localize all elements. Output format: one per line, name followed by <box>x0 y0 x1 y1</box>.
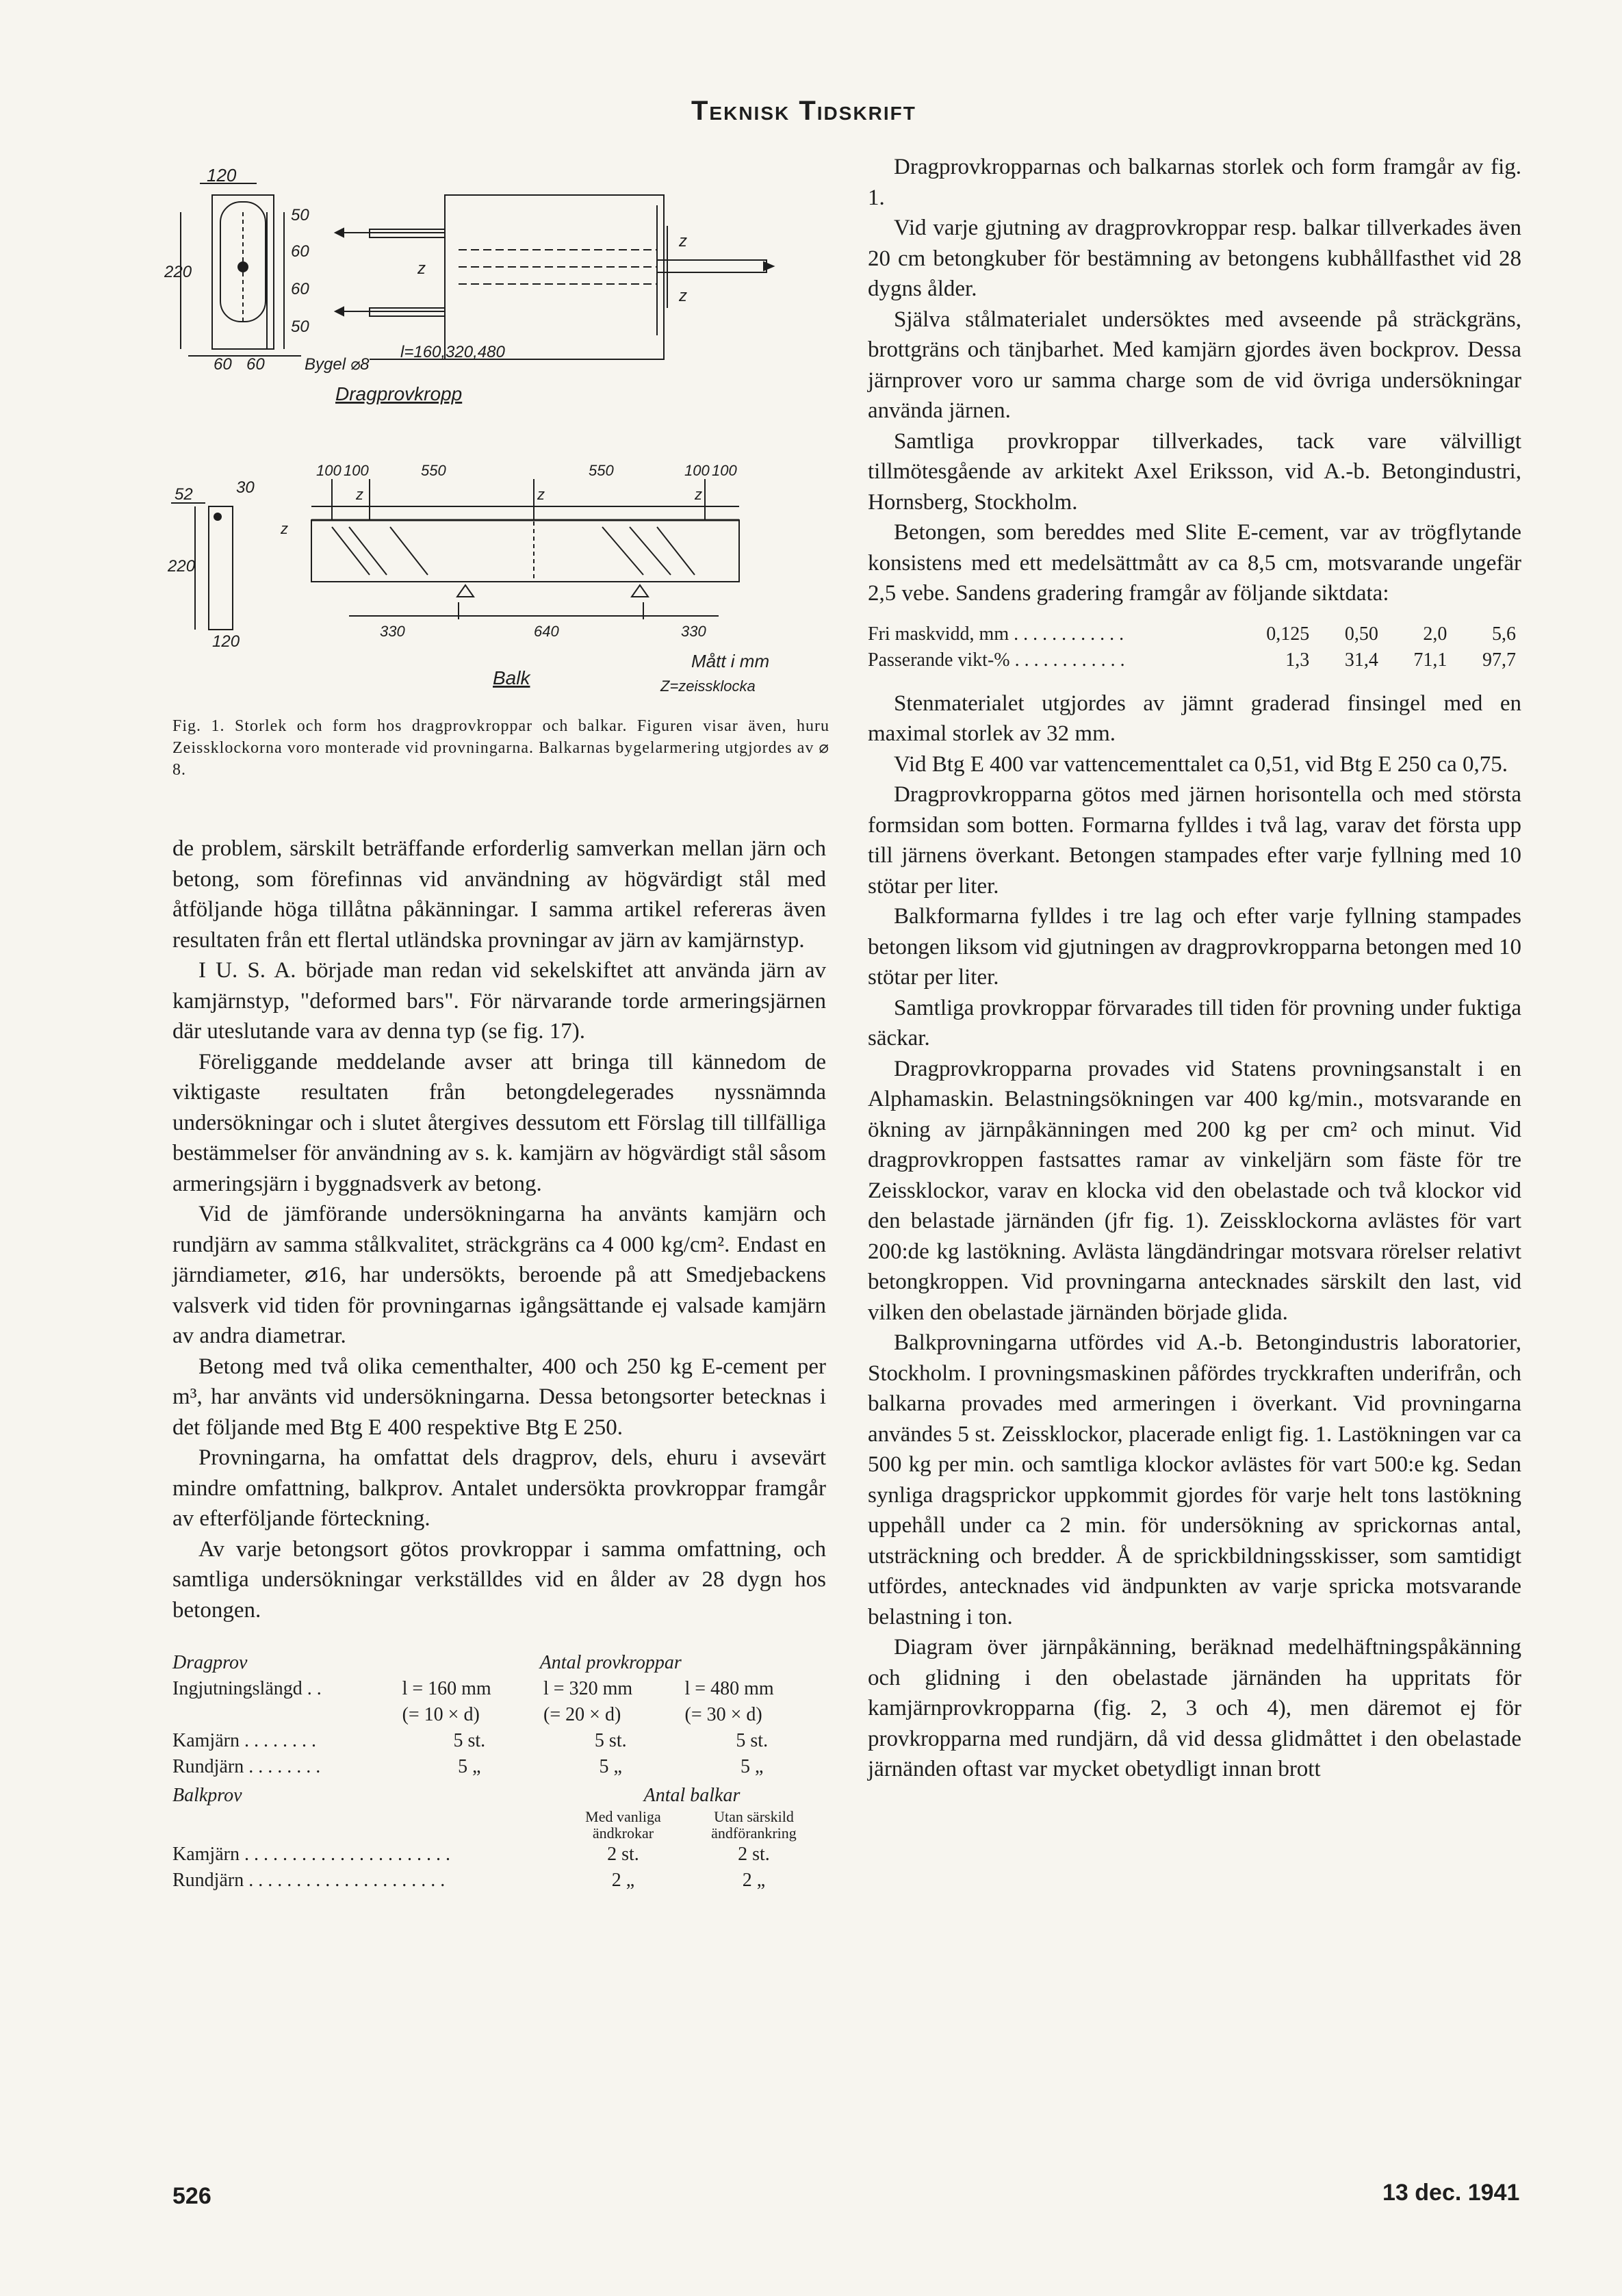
dim-60-b: 60 <box>291 280 309 298</box>
ratio-2: (= 20 × d) <box>543 1704 621 1725</box>
dragprov-heading: Dragprov <box>172 1652 248 1673</box>
right-paragraph-12: Balkprovningarna utfördes vid A.-b. Betongindustris laboratorier, Stockholm. I provningsmaskinen påfördes tryckkraften underifrån, och balkarna provades med armeringen i överkant. Vid provningarna användes 5 st. Zeissklockor, placerade enligt fig. 1. Lastökningen var ca 500 kg per min. och samtliga klockor avlästes för vart 500:e kg. Sedan synliga dragsprickor uppkommit gjordes för varje helt tons lastökning uppehåll under ca 2 min. för undersökning av sprickornas antal, utsträckning och bredder. Å de sprickbildningsskisser, som samtidigt utfördes, antecknades vid ändpunkten av varje spricka motsvarande belastning i ton. <box>868 1330 1521 1629</box>
antal-provkroppar-heading: Antal provkroppar <box>539 1652 682 1673</box>
dim-50-b: 50 <box>291 318 309 336</box>
page-number: 526 <box>172 2183 211 2209</box>
dragprov-title: Dragprovkropp <box>335 383 463 404</box>
specimen-table <box>172 1650 826 1894</box>
zeiss-z-e: z <box>537 486 545 503</box>
dim-60-bottom-a: 60 <box>214 355 232 374</box>
lengths-label: l=160,320,480 <box>400 343 505 361</box>
balk-rundjarn-label: Rundjärn . . . . . . . . . . . . . . . . . . . . . <box>172 1870 446 1891</box>
top-550-b: 550 <box>589 462 614 479</box>
sieve-r2-c1: 1,3 <box>1285 649 1310 671</box>
rundjarn-count-2: 5 „ <box>599 1756 622 1777</box>
left-paragraph-2: I U. S. A. började man redan vid sekelskiftet att använda järn av kamjärnstyp, "deformed bars". För närvarande torde armeringsjärnen där uteslutande vara av denna typ (se fig. 17). <box>172 958 826 1044</box>
dragprov-side-view <box>335 195 773 359</box>
right-paragraph-6: Stenmaterialet utgjordes av jämnt graderad finsingel med en maximal storlek av 32 mm. <box>868 691 1521 746</box>
balk-kamjarn-2: 2 st. <box>738 1844 770 1865</box>
sieve-r1-c1: 0,125 <box>1266 623 1310 645</box>
bygel-label: Bygel ⌀8 <box>305 355 370 374</box>
left-paragraph-3: Föreliggande meddelande avser att bringa till kännedom de viktigaste resultaten från betongdelegerades nyssnämnda undersökningar och i slutet återgives dessutom ett Förslag till tillfälliga bestämmelser för användning av s. k. kamjärn av högvärdigt stål såsom armeringsjärn i byggnadsverk av betong. <box>172 1049 826 1196</box>
length-3: l = 480 mm <box>684 1678 774 1699</box>
right-paragraph-7: Vid Btg E 400 var vattencementtalet ca 0,51, vid Btg E 250 ca 0,75. <box>894 751 1508 777</box>
right-paragraph-4: Samtliga provkroppar tillverkades, tack vare välvilligt tillmötesgående av arkitekt Axel Eriksson, vid A.-b. Betongindustri, Hornsberg, Stockholm. <box>868 428 1521 515</box>
ingjut-label: Ingjutningslängd . . <box>172 1678 322 1699</box>
right-paragraph-8: Dragprovkropparna götos med järnen horisontella och med största formsidan som botten. Formarna fylldes i två lag, varav det första upp till järnens överkant. Betongen stampades efter varje fyllning med 10 stötar per liter. <box>868 782 1521 899</box>
right-paragraph-9: Balkformarna fylldes i tre lag och efter varje fyllning stampades betongen liksom vid gjutningen av dragprovkropparna betongen med 10 stötar per liter. <box>868 904 1521 990</box>
top-100-b: 100 <box>344 462 369 479</box>
right-column <box>868 152 1521 1785</box>
zeiss-z-d: z <box>356 486 363 503</box>
length-1: l = 160 mm <box>402 1678 491 1699</box>
med-vanliga-heading: Med vanliga ändkrokar <box>585 1808 661 1842</box>
balkprov-heading: Balkprov <box>172 1785 242 1806</box>
figure-1-drawing <box>164 164 842 705</box>
top-100-d: 100 <box>712 462 737 479</box>
zeiss-z-b: z <box>679 287 687 305</box>
dim-30: 30 <box>236 478 255 497</box>
left-paragraph-7: Av varje betongsort götos provkroppar i samma omfattning, och samtliga undersökningar verkställdes vid en ålder av 28 dygn hos betongen. <box>172 1536 826 1623</box>
top-100-a: 100 <box>316 462 342 479</box>
balk-kamjarn-label: Kamjärn . . . . . . . . . . . . . . . . . . . . . . <box>172 1844 450 1865</box>
ratio-3: (= 30 × d) <box>684 1704 762 1725</box>
kamjarn-count-1: 5 st. <box>453 1730 486 1751</box>
zeiss-z-a: z <box>679 232 687 250</box>
rundjarn-count-1: 5 „ <box>458 1756 481 1777</box>
top-550-a: 550 <box>421 462 446 479</box>
zeiss-z-g: z <box>281 520 288 537</box>
sieve-row2-label: Passerande vikt-% . . . . . . . . . . . . <box>868 649 1125 671</box>
left-paragraph-5: Betong med två olika cementhalter, 400 och 250 kg E-cement per m³, har använts vid undersökningarna. Dessa betongsorter betecknas i det följande med Btg E 400 respektive Btg E 250. <box>172 1354 826 1440</box>
right-paragraph-1: Dragprovkropparnas och balkarnas storlek och form framgår av fig. 1. <box>868 155 1521 210</box>
antal-balkar-heading: Antal balkar <box>643 1785 741 1806</box>
balk-kamjarn-1: 2 st. <box>607 1844 639 1865</box>
zeiss-z-c: z <box>417 259 426 278</box>
bot-640: 640 <box>534 623 559 640</box>
right-paragraph-11: Dragprovkropparna provades vid Statens provningsanstalt i en Alphamaskin. Belastningsökningen var 400 kg/min., motsvarande en ökning av järnpåkänningen med 200 kg per cm² och minut. Vid dragprovkroppen fastsattes ramar av vinkeljärn som fäste för tre Zeissklockor, varav en klocka vid den obelastade och två klockor vid den belastade järnänden (jfr fig. 1). Zeissklockorna avlästes för vart 200:de kg lastökning. Avlästa längdändringar motsvara rörelser relativt betongkroppen. Vid provningarna antecknades särskilt den last, vid vilken den obelastade järnänden började glida. <box>868 1056 1521 1325</box>
right-paragraph-5: Betongen, som bereddes med Slite E-cement, var av trögflytande konsistens med ett medelsättmått av ca 8,5 cm, motsvarande ungefär 2,5 vebe. Sandens gradering framgår av följande siktdata: <box>868 520 1521 606</box>
sieve-r2-c3: 71,1 <box>1413 649 1447 671</box>
dim-52: 52 <box>175 485 193 504</box>
unit-note: Mått i mm <box>691 651 770 671</box>
left-paragraph-1: de problem, särskilt beträffande erforderlig samverkan mellan järn och betong, som förefinnas vid användning av högvärdigt stål med åtföljande höga tillåtna påkänningar. I samma artikel refereras även resultaten från ett flertal utländska provningar av järn av kamjärnstyp. <box>172 836 826 953</box>
bot-330-a: 330 <box>380 623 405 640</box>
bot-330-b: 330 <box>681 623 706 640</box>
sieve-r2-c4: 97,7 <box>1482 649 1516 671</box>
dim-220-a: 220 <box>164 263 192 281</box>
dim-60-a: 60 <box>291 242 309 261</box>
utan-heading: Utan särskild ändförankring <box>711 1808 797 1842</box>
kamjarn-count-3: 5 st. <box>736 1730 769 1751</box>
right-paragraph-3: Själva stålmaterialet undersöktes med avseende på sträckgräns, brottgräns och tänjbarhet. Med kamjärn gjordes även bockprov. Dessa järnprover voro ur samma charge som de vid övriga undersökningar använda järnen. <box>868 307 1521 423</box>
left-paragraph-4: Vid de jämförande undersökningarna ha använts kamjärn och rundjärn av samma stålkvalitet, sträckgräns ca 4 000 kg/cm². Endast en järndiameter, ⌀16, har undersökts, beroende på att Smedjebackens valsverk vid tiden för provningarnas igångsättande ej valsade kamjärn av andra diametrar. <box>172 1202 826 1348</box>
sieve-r2-c2: 31,4 <box>1344 649 1378 671</box>
sieve-r1-c3: 2,0 <box>1423 623 1447 645</box>
dim-220-b: 220 <box>168 557 196 576</box>
right-paragraph-2: Vid varje gjutning av dragprovkroppar resp. balkar tillverkades även 20 cm betongkuber för bestämning av betongens kubhållfasthet vid 28 dygns ålder. <box>868 216 1521 301</box>
sieve-table <box>868 621 1521 673</box>
left-paragraph-6: Provningarna, ha omfattat dels dragprov, dels, ehuru i avsevärt mindre omfattning, balkprov. Antalet undersökta provkroppar framgår av efterföljande förteckning. <box>172 1445 826 1531</box>
kamjarn-count-2: 5 st. <box>594 1730 627 1751</box>
rundjarn-count-3: 5 „ <box>741 1756 764 1777</box>
dim-60-bottom-b: 60 <box>246 355 265 374</box>
top-100-c: 100 <box>684 462 710 479</box>
figure-caption: Fig. 1. Storlek och form hos dragprovkroppar och balkar. Figuren visar även, huru Zeissklockorna voro monterade vid provningarna. Balkarnas bygelarmering utgjordes av ⌀ 8. <box>172 717 829 779</box>
dim-120-top: 120 <box>207 165 237 185</box>
balk-title: Balk <box>493 667 530 688</box>
dim-120-b: 120 <box>212 632 240 651</box>
issue-date: 13 dec. 1941 <box>1382 2180 1520 2206</box>
zeiss-z-f: z <box>695 486 702 503</box>
sieve-r1-c2: 0,50 <box>1344 623 1378 645</box>
left-column <box>172 834 826 1894</box>
right-paragraph-13: Diagram över järnpåkänning, beräknad medelhäftningspåkänning och glidning i den obelastade järnänden ha uppritats för kamjärnprovkropparna (fig. 2, 3 och 4), men däremot ej för provkropparna med rundjärn, då vid dessa glidmåttet i den obelastade järnänden oftast var mycket obetydligt innan brott <box>868 1635 1521 1781</box>
balk-side-view <box>311 479 739 619</box>
length-2: l = 320 mm <box>543 1678 633 1699</box>
sieve-row1-label: Fri maskvidd, mm . . . . . . . . . . . . <box>868 623 1124 645</box>
balk-rundjarn-1: 2 „ <box>611 1870 635 1891</box>
rundjarn-label: Rundjärn . . . . . . . . <box>172 1756 321 1777</box>
dim-50-a: 50 <box>291 206 309 224</box>
journal-title: Teknisk Tidskrift <box>691 96 916 126</box>
kamjarn-label: Kamjärn . . . . . . . . <box>172 1730 316 1751</box>
right-paragraph-10: Samtliga provkroppar förvarades till tiden för provning under fuktiga säckar. <box>868 995 1521 1050</box>
zeiss-note: Z=zeissklocka <box>660 678 756 695</box>
balk-rundjarn-2: 2 „ <box>742 1870 766 1891</box>
dragprov-cross-section <box>181 183 301 356</box>
ratio-1: (= 10 × d) <box>402 1704 480 1725</box>
sieve-r1-c4: 5,6 <box>1492 623 1516 645</box>
